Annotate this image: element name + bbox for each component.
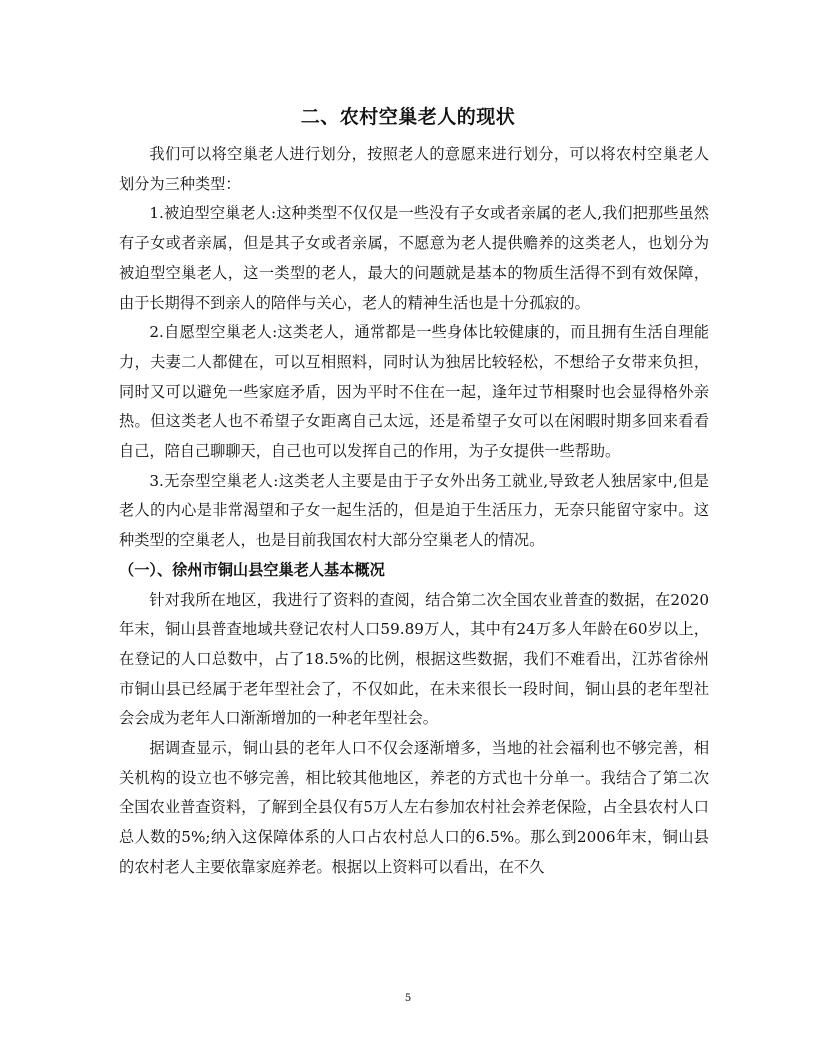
type1-paragraph: 1.被迫型空巢老人:这种类型不仅仅是一些没有子女或者亲属的老人,我们把那些虽然有子女或者亲属，但是其子女或者亲属，不愿意为老人提供赡养的这类老人，也划分为被迫型空巢老人，这一类型的老人，最大的问题就是基本的物质生活得不到有效保障，由于长期得不到亲人的陪伴与关心，老人的精神生活也是十分孤寂的。 bbox=[119, 204, 709, 312]
section-heading: （一）、徐州市铜山县空巢老人基本概况 bbox=[119, 560, 385, 579]
type3-paragraph: 3.无奈型空巢老人:这类老人主要是由于子女外出务工就业,导致老人独居家中,但是老人的内心是非常渴望和子女一起生活的，但是迫于生活压力，无奈只能留守家中。这种类型的空巢老人，也是目前我国农村大部分空巢老人的情况。 bbox=[119, 471, 709, 550]
page-number: 5 bbox=[404, 993, 412, 1004]
document-body bbox=[119, 140, 709, 883]
type2-paragraph: 2.自愿型空巢老人:这类老人，通常都是一些身体比较健康的，而且拥有生活自理能力，夫妻二人都健在，可以互相照料，同时认为独居比较轻松，不想给子女带来负担，同时又可以避免一些家庭矛盾，因为平时不住在一起，逢年过节相聚时也会显得格外亲热。但这类老人也不希望子女距离自己太远，还是希望子女可以在闲暇时期多回来看看自己，陪自己聊聊天，自己也可以发挥自己的作用，为子女提供一些帮助。 bbox=[119, 323, 709, 461]
overview-paragraph-1: 针对我所在地区，我进行了资料的查阅，结合第二次全国农业普查的数据，在2020年末，铜山县普查地域共登记农村人口59.89万人，其中有24万多人年龄在60岁以上，在登记的人口总数中，占了18.5%的比例，根据这些数据，我们不难看出，江苏省徐州市铜山县已经属于老年型社会了，不仅如此，在未来很长一段时间，铜山县的老年型社会会成为老年人口渐渐增加的一种老年型社会。 bbox=[119, 590, 709, 728]
intro-paragraph: 我们可以将空巢老人进行划分，按照老人的意愿来进行划分，可以将农村空巢老人划分为三种类型： bbox=[119, 145, 709, 193]
page-title: 二、农村空巢老人的现状 bbox=[300, 106, 516, 128]
overview-paragraph-2: 据调查显示，铜山县的老年人口不仅会逐渐增多，当地的社会福利也不够完善，相关机构的设立也不够完善，相比较其他地区，养老的方式也十分单一。我结合了第二次全国农业普查资料，了解到全县仅有5万人左右参加农村社会养老保险，占全县农村人口总人数的5%;纳入这保障体系的人口占农村总人口的6.5%。那么到2006年末，铜山县的农村老人主要依靠家庭养老。根据以上资料可以看出，在不久 bbox=[119, 739, 709, 876]
